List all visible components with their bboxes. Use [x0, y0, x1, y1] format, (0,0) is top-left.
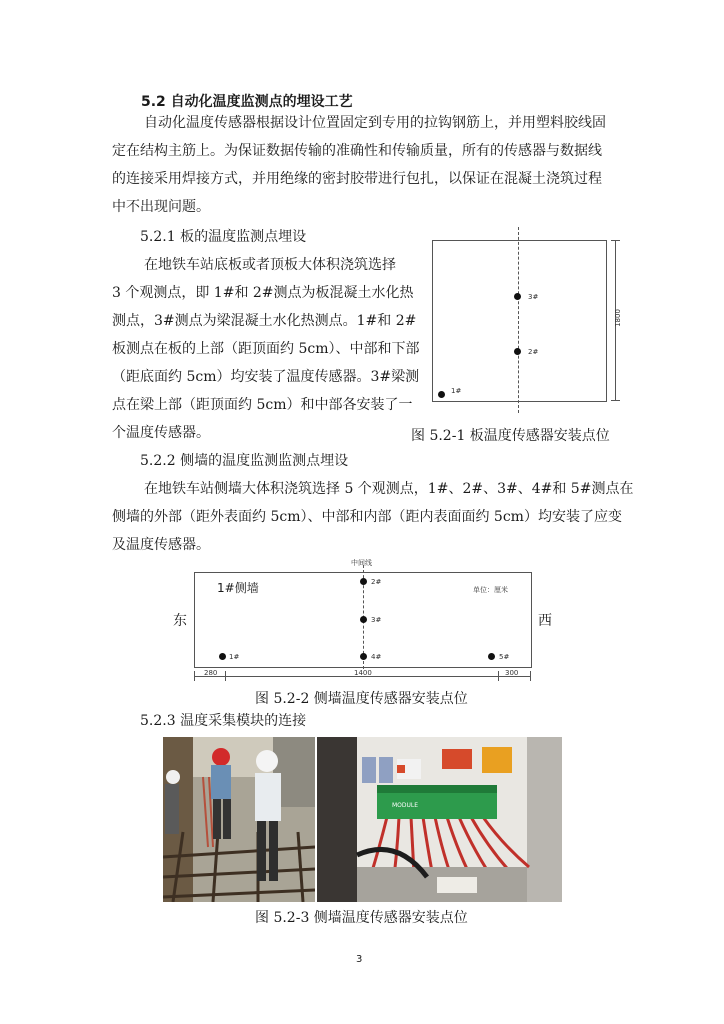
sub1-heading: 5.2.1 板的温度监测点埋设: [140, 229, 307, 245]
slab-point-2: [514, 348, 521, 355]
sub2-line-1: 在地铁车站侧墙大体积浇筑选择 5 个观测点，1#、2#、3#、4#和 5#测点在: [144, 481, 634, 497]
wall-dim-left: 280: [204, 669, 218, 677]
figure-5-2-3-caption: 图 5.2-3 侧墙温度传感器安装点位: [255, 910, 468, 926]
wall-unit: 单位：厘米: [473, 586, 508, 594]
wall-title: 1#侧墙: [217, 581, 259, 595]
intro-line-4: 中不出现问题。: [112, 199, 210, 215]
slab-figure: [432, 240, 607, 402]
slab-point-1: [438, 391, 445, 398]
section-heading: 5.2 自动化温度监测点的埋设工艺: [141, 94, 353, 110]
wall-dim-tick-2: [225, 671, 226, 681]
wall-point-2-label: 2#: [371, 578, 382, 586]
west-label: 西: [538, 613, 552, 629]
wall-point-3-label: 3#: [371, 616, 382, 624]
wall-dim-right: 300: [505, 669, 519, 677]
intro-line-3: 的连接采用焊接方式，并用绝缘的密封胶带进行包扎，以保证在混凝土浇筑过程: [112, 171, 602, 187]
wall-point-2: [360, 578, 367, 585]
slab-dimension-tick-bottom: [611, 400, 620, 401]
wall-point-1-label: 1#: [229, 653, 240, 661]
sub1-line-6: 点在梁上部（距顶面约 5cm）和中部各安装了一: [112, 397, 413, 413]
acquisition-module-image: [317, 737, 562, 902]
figure-5-2-2-caption: 图 5.2-2 侧墙温度传感器安装点位: [255, 691, 468, 707]
rebar-workers-photo: [163, 737, 315, 902]
rebar-workers-image: [163, 737, 315, 902]
wall-point-4: [360, 653, 367, 660]
sub1-line-1: 在地铁车站底板或者顶板大体积浇筑选择: [144, 257, 396, 273]
wall-dim-tick-3: [498, 671, 499, 681]
svg-text:MODULE: MODULE: [392, 802, 419, 809]
sub2-line-2: 侧墙的外部（距外表面约 5cm）、中部和内部（距内表面面约 5cm）均安装了应变: [112, 509, 622, 525]
sub3-heading: 5.2.3 温度采集模块的连接: [140, 713, 307, 729]
wall-point-4-label: 4#: [371, 653, 382, 661]
sub1-line-2: 3 个观测点，即 1#和 2#测点为板混凝土水化热: [112, 285, 414, 301]
sub2-line-3: 及温度传感器。: [112, 537, 210, 553]
slab-point-1-label: 1#: [451, 387, 462, 395]
slab-point-2-label: 2#: [528, 348, 539, 356]
wall-point-5: [488, 653, 495, 660]
sub1-line-5: （距底面约 5cm）均安装了温度传感器。3#梁测: [112, 369, 420, 385]
wall-dim-center: 1400: [354, 669, 372, 677]
sub1-line-4: 板测点在板的上部（距顶面约 5cm）、中部和下部: [112, 341, 420, 357]
wall-dim-tick-4: [530, 671, 531, 681]
wall-point-5-label: 5#: [499, 653, 510, 661]
acquisition-module-photo: [317, 737, 562, 902]
page-number: 3: [356, 954, 363, 965]
figure-5-2-1-caption: 图 5.2-1 板温度传感器安装点位: [411, 428, 610, 444]
intro-line-1: 自动化温度传感器根据设计位置固定到专用的拉钩钢筋上，并用塑料胶线固: [144, 115, 606, 131]
intro-line-2: 定在结构主筋上。为保证数据传输的准确性和传输质量，所有的传感器与数据线: [112, 143, 602, 159]
sub1-line-3: 测点，3#测点为梁混凝土水化热测点。1#和 2#: [112, 313, 417, 329]
wall-dim-tick-1: [194, 671, 195, 681]
wall-point-3: [360, 616, 367, 623]
slab-dimension-tick-top: [611, 240, 620, 241]
wall-point-1: [219, 653, 226, 660]
east-label: 东: [173, 613, 187, 629]
slab-point-3-label: 3#: [528, 293, 539, 301]
slab-point-3: [514, 293, 521, 300]
slab-centerline: [518, 227, 519, 413]
centerline-label: 中间线: [351, 559, 372, 567]
sub2-heading: 5.2.2 侧墙的温度监测监测点埋设: [140, 453, 349, 469]
wall-figure: [194, 572, 532, 668]
sub1-line-7: 个温度传感器。: [112, 425, 210, 441]
slab-dimension-label: 1800: [613, 309, 622, 327]
